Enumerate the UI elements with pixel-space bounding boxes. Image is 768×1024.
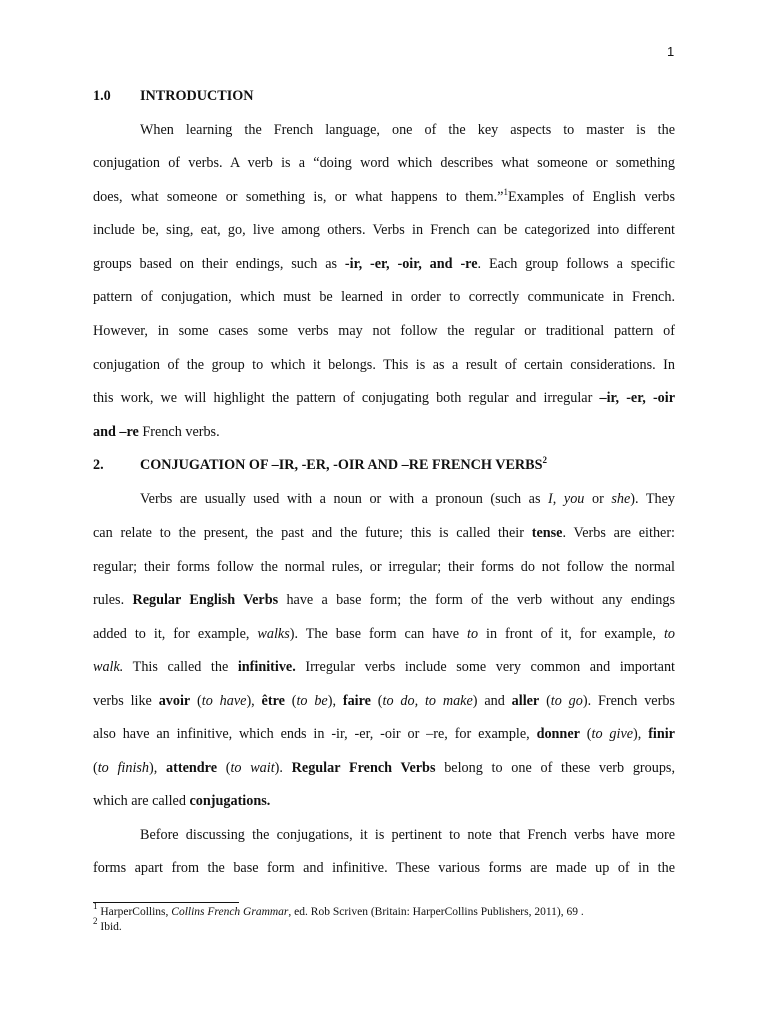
footnote-2 <box>93 916 122 933</box>
bold-text: -ir, -er, -oir, and -re <box>344 256 478 272</box>
italic-text: you <box>563 491 585 507</box>
text-run: ). The base form can have <box>289 626 467 642</box>
text-run: ) and <box>472 693 512 709</box>
bold-text: infinitive. <box>237 659 296 675</box>
text-run: belong to one of these verb groups, <box>435 760 675 776</box>
italic-text: to do, to make <box>382 693 473 709</box>
text-run: However, in some cases some verbs may not follow the regular or traditional pattern of <box>93 323 675 339</box>
bold-text: and –re <box>93 424 139 440</box>
text-run: rules. <box>93 592 133 608</box>
text-run: ( <box>370 693 383 709</box>
bold-text: –ir, -er, -oir <box>599 390 675 406</box>
text-run: Verbs are usually used with a noun or with a pronoun (such as <box>140 491 549 507</box>
text-line <box>140 490 675 508</box>
section-number: 2. <box>93 457 104 473</box>
text-run: forms apart from the base form and infinitive. These various forms are made up of in the <box>93 860 675 876</box>
italic-text: to go <box>550 693 583 709</box>
bold-text: tense <box>531 525 563 541</box>
text-run: regular; their forms follow the normal rules, or irregular; their forms do not follow the normal <box>93 559 675 575</box>
text-run: ), <box>149 760 167 776</box>
text-run: pattern of conjugation, which must be learned in order to correctly communicate in French. <box>93 289 675 305</box>
text-run: Examples of English verbs <box>507 189 675 205</box>
bold-text: Regular French Verbs <box>291 760 436 776</box>
text-run: include be, sing, eat, go, live among others. Verbs in French can be categorized into different <box>93 222 675 238</box>
text-line <box>93 188 675 206</box>
text-line <box>93 524 675 542</box>
text-run: which are called <box>93 793 190 809</box>
page-number: 1 <box>667 44 675 59</box>
text-run: When learning the French language, one of the key aspects to master is the <box>140 122 675 138</box>
bold-text: avoir <box>158 693 191 709</box>
text-run: conjugation of the group to which it belongs. This is as a result of certain considerations. In <box>93 357 675 373</box>
text-run: have a base form; the form of the verb without any endings <box>278 592 675 608</box>
text-run: ( <box>284 693 297 709</box>
text-run: ( <box>539 693 551 709</box>
text-run: , <box>552 491 564 507</box>
text-line <box>140 826 675 844</box>
text-line <box>93 423 675 441</box>
text-run: can relate to the present, the past and the future; this is called their <box>93 525 532 541</box>
text-line <box>93 792 675 810</box>
text-run: verbs like <box>93 693 159 709</box>
text-line <box>93 759 675 777</box>
text-line <box>140 121 675 139</box>
text-run: groups based on their endings, such as <box>93 256 345 272</box>
italic-text: walk. <box>93 659 124 675</box>
text-line <box>93 288 675 306</box>
text-run: ), <box>327 693 343 709</box>
text-line <box>93 692 675 710</box>
text-run: HarperCollins, <box>97 906 172 918</box>
text-run: . Each group follows a specific <box>477 256 675 272</box>
footnote-separator <box>93 902 239 903</box>
text-run: ), <box>246 693 262 709</box>
bold-text: donner <box>536 726 580 742</box>
text-line <box>93 389 675 407</box>
footnote-ref: 1 <box>503 187 508 197</box>
text-line <box>93 154 675 172</box>
text-run: French verbs. <box>138 424 220 440</box>
italic-text: to finish <box>97 760 150 776</box>
bold-text: conjugations. <box>189 793 271 809</box>
italic-text: walks <box>257 626 290 642</box>
text-run: ( <box>190 693 202 709</box>
italic-text: to <box>663 626 675 642</box>
footnote-number: 1 <box>93 901 98 911</box>
text-run: ). French verbs <box>582 693 675 709</box>
text-run: does, what someone or something is, or what happens to them.” <box>93 189 504 205</box>
italic-text: to give <box>591 726 634 742</box>
bold-text: faire <box>342 693 371 709</box>
section-number: 1.0 <box>93 88 111 104</box>
text-line <box>93 255 675 273</box>
italic-text: to be <box>296 693 328 709</box>
text-run: conjugation of verbs. A verb is a “doing word which describes what someone or something <box>93 155 675 171</box>
text-run: this work, we will highlight the pattern of conjugating both regular and irregular <box>93 390 600 406</box>
text-line <box>93 558 675 576</box>
text-run: ( <box>93 760 98 776</box>
text-run: Irregular verbs include some very common and important <box>295 659 675 675</box>
text-run: added to it, for example, <box>93 626 258 642</box>
text-run: Ibid. <box>97 921 122 933</box>
italic-text: to wait <box>230 760 275 776</box>
text-line <box>93 859 675 877</box>
text-run: in front of it, for example, <box>478 626 664 642</box>
text-line <box>93 356 675 374</box>
section-title: INTRODUCTION <box>140 88 254 104</box>
italic-text: Collins French Grammar <box>171 906 289 918</box>
italic-text: to <box>467 626 479 642</box>
text-run: ). <box>274 760 292 776</box>
text-run: Before discussing the conjugations, it is pertinent to note that French verbs have more <box>140 827 675 843</box>
bold-text: être <box>261 693 285 709</box>
italic-text: she <box>611 491 631 507</box>
italic-text: I <box>548 491 553 507</box>
text-line <box>93 725 675 743</box>
text-line <box>93 322 675 340</box>
text-line <box>93 658 675 676</box>
section-heading-introduction <box>93 88 254 105</box>
text-run: or <box>584 491 612 507</box>
text-run: . Verbs are either: <box>562 525 675 541</box>
text-line <box>93 625 675 643</box>
footnote-1 <box>93 901 584 918</box>
text-run: ). They <box>630 491 676 507</box>
bold-text: aller <box>511 693 540 709</box>
section-heading-conjugation <box>93 457 547 474</box>
italic-text: to have <box>201 693 247 709</box>
text-run: ( <box>579 726 592 742</box>
bold-text: finir <box>648 726 675 742</box>
footnote-number: 2 <box>93 916 98 926</box>
bold-text: Regular English Verbs <box>132 592 279 608</box>
section-title: CONJUGATION OF –IR, -ER, -OIR AND –RE FRENCH VERBS <box>140 457 543 473</box>
bold-text: attendre <box>166 760 217 776</box>
text-line <box>93 591 675 609</box>
text-run: This called the <box>123 659 238 675</box>
text-run: , ed. Rob Scriven (Britain: HarperCollins Publishers, 2011), 69 . <box>288 906 584 918</box>
footnote-ref: 2 <box>542 455 548 465</box>
text-run: ), <box>633 726 649 742</box>
text-run: also have an infinitive, which ends in -ir, -er, -oir or –re, for example, <box>93 726 537 742</box>
text-line <box>93 221 675 239</box>
text-run: ( <box>217 760 231 776</box>
